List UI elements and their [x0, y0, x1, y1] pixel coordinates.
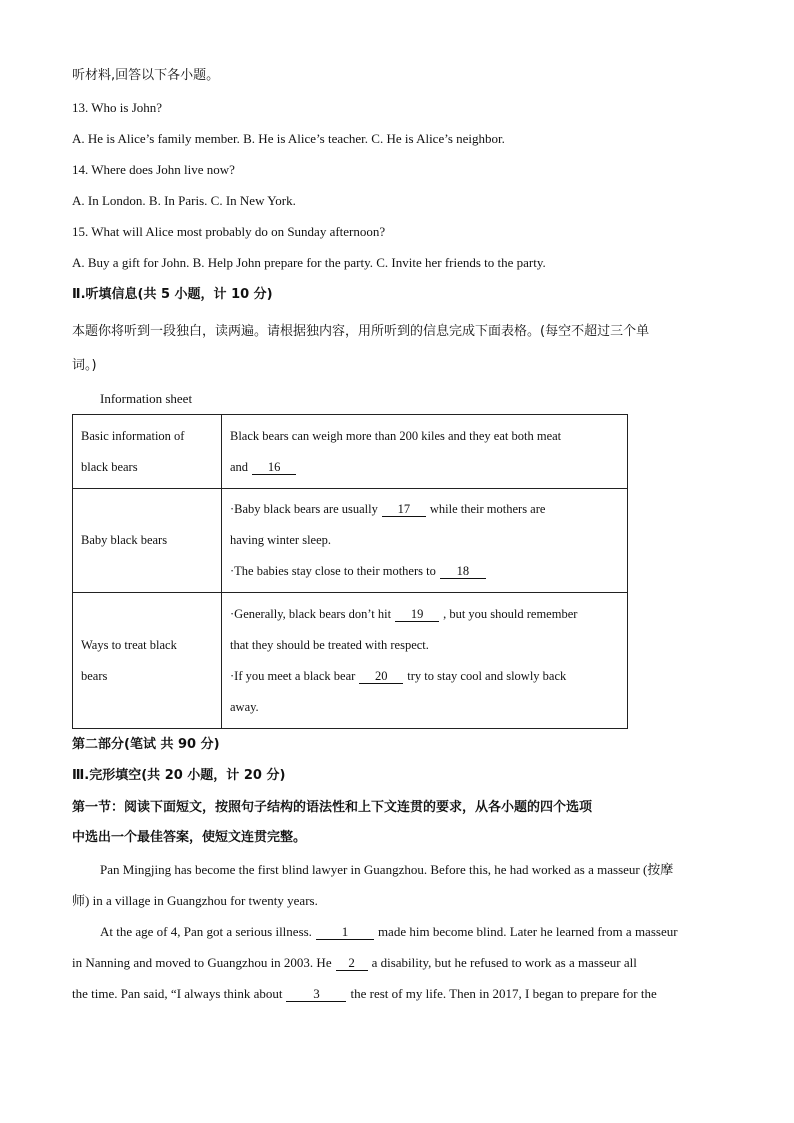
section3-instruction-1: 第一节：阅读下面短文，按照句子结构的语法性和上下文连贯的要求，从各小题的四个选项 [72, 800, 593, 815]
table-row [73, 415, 628, 489]
passage-text: a disability, but he refused to work as a masseur all [371, 955, 637, 970]
row3-text-1b: , but you should remember [443, 606, 578, 621]
table-cell-label [73, 415, 222, 489]
section2-heading: Ⅱ.听填信息(共 5 小题，计 10 分) [72, 287, 273, 302]
row1-text-line1: Black bears can weigh more than 200 kiles and they eat both meat [230, 428, 562, 443]
table-cell-content [222, 489, 628, 593]
passage-text: in Nanning and moved to Guangzhou in 2003. He [72, 955, 332, 970]
table-cell-content [222, 415, 628, 489]
information-table [72, 414, 628, 729]
row2-text-1a: ·Baby black bears are usually [230, 502, 378, 516]
question-15: 15. What will Alice most probably do on Sunday afternoon? [72, 224, 386, 239]
row3-text-3a: ·If you meet a black bear [230, 668, 356, 683]
passage-text: made him become blind. Later he learned from a masseur [377, 924, 678, 939]
passage-p2-line3 [72, 986, 657, 1002]
blank-18[interactable]: 18 [440, 564, 486, 579]
row3-text-3b: try to stay cool and slowly back [407, 668, 567, 683]
blank-19[interactable]: 19 [395, 607, 439, 622]
blank-20[interactable]: 20 [359, 669, 403, 684]
section3-instruction-2: 中选出一个最佳答案，使短文连贯完整。 [72, 830, 307, 845]
question-15-options: A. Buy a gift for John. B. Help John prepare for the party. C. Invite her friends to the party. [72, 255, 546, 270]
passage-p2-line2 [72, 955, 637, 971]
intro-line: 听材料,回答以下各小题。 [72, 68, 220, 83]
part2-heading: 第二部分(笔试 共 90 分) [72, 737, 220, 752]
row1-text-line2: and [230, 459, 249, 474]
question-13-options: A. He is Alice’s family member. B. He is Alice’s teacher. C. He is Alice’s neighbor. [72, 131, 505, 146]
table-cell-content [222, 593, 628, 729]
table-row [73, 489, 628, 593]
passage-text: the time. Pan said, “I always think about [72, 986, 283, 1001]
cloze-blank-3[interactable]: 3 [286, 987, 346, 1002]
section2-instruction-2: 词。) [72, 358, 97, 373]
row2-text-1b: while their mothers are [429, 502, 546, 516]
blank-16[interactable]: 16 [252, 460, 296, 475]
question-13: 13. Who is John? [72, 100, 163, 115]
passage-text: the rest of my life. Then in 2017, I began to prepare for the [350, 986, 657, 1001]
row1-label-line1: Basic information of [81, 428, 185, 443]
row3-text-line2: that they should be treated with respect. [230, 637, 429, 652]
row3-label-line2: bears [81, 668, 108, 683]
sheet-title: Information sheet [100, 391, 193, 406]
cloze-blank-2[interactable]: 2 [336, 956, 368, 971]
passage-text: At the age of 4, Pan got a serious illness. [100, 924, 312, 939]
section3-heading: Ⅲ.完形填空(共 20 小题，计 20 分) [72, 768, 286, 783]
row3-label-line1: Ways to treat black [81, 637, 177, 652]
row2-text-line2: having winter sleep. [230, 533, 332, 547]
row1-label-line2: black bears [81, 459, 138, 474]
cloze-blank-1[interactable]: 1 [316, 925, 374, 940]
blank-17[interactable]: 17 [382, 502, 426, 517]
passage-p1-line2: 师) in a village in Guangzhou for twenty years. [72, 893, 318, 908]
section2-instruction-1: 本题你将听到一段独白，读两遍。请根据独内容，用所听到的信息完成下面表格。(每空不超过三个单 [72, 324, 650, 339]
question-14: 14. Where does John live now? [72, 162, 235, 177]
table-cell-label: Baby black bears [73, 489, 222, 593]
question-14-options: A. In London. B. In Paris. C. In New York. [72, 193, 296, 208]
passage-p2-line1 [100, 924, 678, 940]
row3-text-line4: away. [230, 699, 259, 714]
row2-text-line3: ·The babies stay close to their mothers to [230, 564, 436, 578]
row3-text-1a: ·Generally, black bears don’t hit [230, 606, 392, 621]
table-row [73, 593, 628, 729]
table-cell-label [73, 593, 222, 729]
passage-p1-line1: Pan Mingjing has become the first blind lawyer in Guangzhou. Before this, he had worked as a masseur (按摩 [100, 862, 674, 877]
